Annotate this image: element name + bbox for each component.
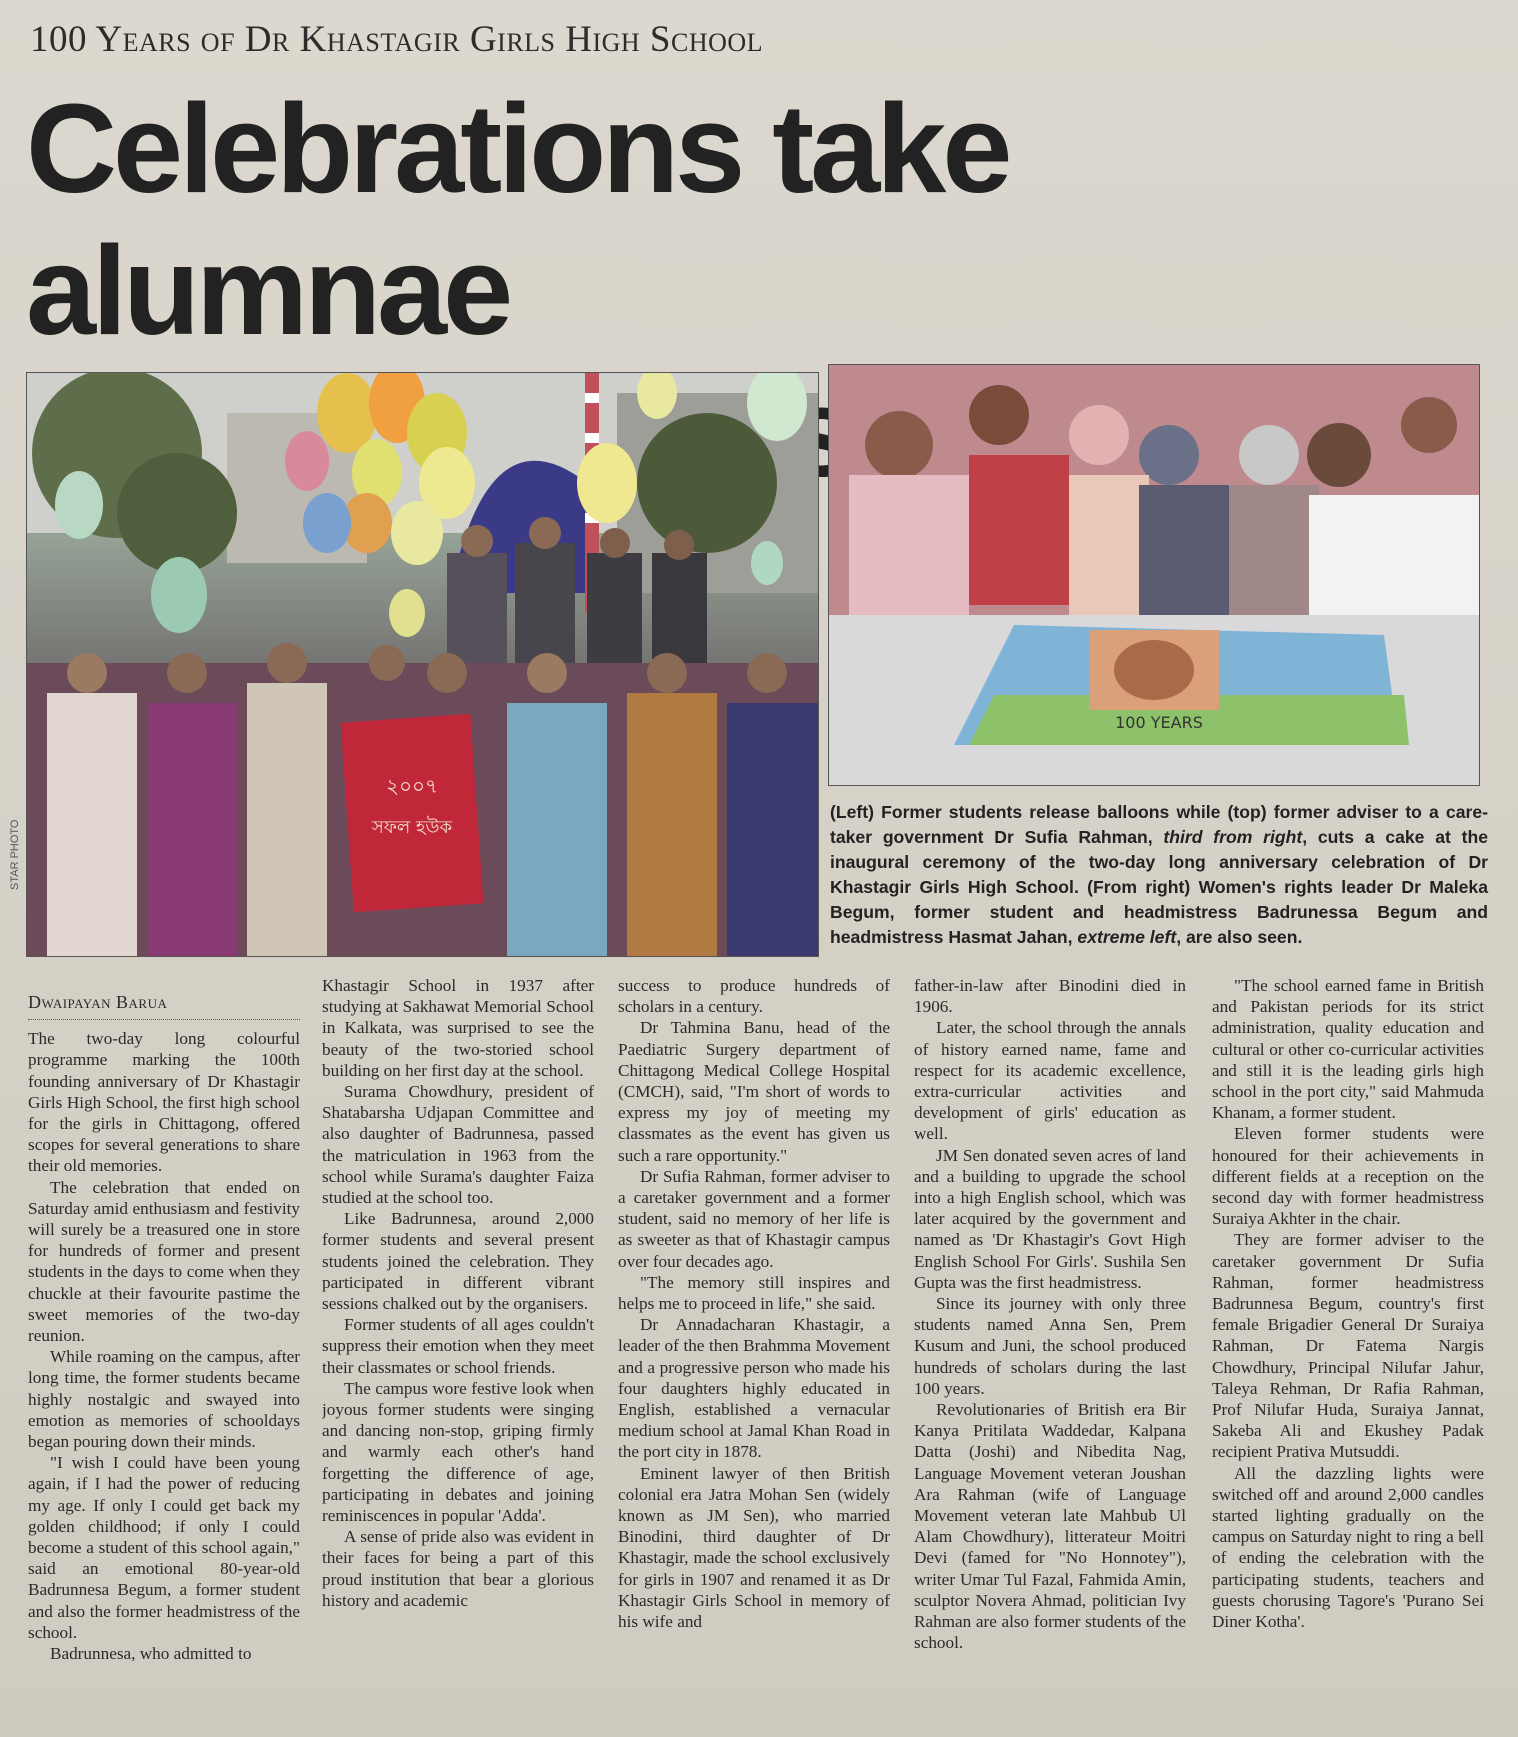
- caption-italic-2: extreme left: [1077, 927, 1177, 947]
- paragraph: Later, the school through the annals of history earned name, fame and respect for its academic excellence, extra-curricular activities and development of girls' education as well.: [914, 1018, 1186, 1144]
- paragraph: Surama Chowdhury, president of Shatabarsha Udjapan Committee and also daughter of Badrunnesa, passed the matriculation in 1963 from the school while Surama's daughter Faiza studied at the school too.: [322, 1082, 594, 1208]
- paragraph: Eminent lawyer of then British colonial era Jatra Mohan Sen (widely known as JM Sen), who married Binodini, third daughter of Dr Khastagir, made the school exclusively for girls in 1907 and renamed it as Dr Khastagir Girls School in memory of his wife and: [618, 1463, 890, 1632]
- caption-part-2: , cuts a cake at the inaugural ceremony of the two-day long anniversary celebration of Dr Khastagir Girls High School. (From right) Women's rights leader Dr Maleka Begum, former student and headmistress Badrunessa Begum and headmistress Hasmat Jahan,: [830, 827, 1489, 947]
- photo-caption: [830, 800, 1488, 950]
- banner-year: ২০০৭: [385, 774, 439, 798]
- byline: Dwaipayan Barua: [28, 975, 300, 1020]
- paragraph: "The memory still inspires and helps me to proceed in life," she said.: [618, 1272, 890, 1314]
- article-column-1: [28, 975, 300, 1725]
- paragraph: success to produce hundreds of scholars in a century.: [618, 976, 890, 1017]
- paragraph: Since its journey with only three students named Anna Sen, Prem Kusum and Juni, the school produced hundreds of scholars during the last 100 years.: [914, 1294, 1186, 1398]
- paragraph: The two-day long colourful programme marking the 100th founding anniversary of Dr Khastagir Girls High School, the first high school for the girls in Chittagong, offered scopes for several generations to share their old memories.: [28, 1029, 300, 1176]
- article-column-4: [914, 975, 1186, 1725]
- article-column-5: [1212, 975, 1484, 1725]
- headline-line-1: Celebrations take alumnae: [26, 78, 1009, 361]
- paragraph: The celebration that ended on Saturday amid enthusiasm and festivity will surely be a treasured one in store for hundreds of former and present students in the days to come when they chuckle at their favourite pastime the sweet memories of the two-day reunion.: [28, 1177, 300, 1346]
- paragraph: While roaming on the campus, after long time, the former students became highly nostalgic and swayed into emotion as memories of schooldays began pouring down their minds.: [28, 1347, 300, 1452]
- paragraph: father-in-law after Binodini died in 1906.: [914, 976, 1186, 1017]
- photo-cake-cutting: [828, 364, 1480, 786]
- paragraph: JM Sen donated seven acres of land and a building to upgrade the school into a high English school, which was later acquired by the government and named as 'Dr Khastagir's Govt High English School For Girls'. Sushila Sen Gupta was the first headmistress.: [914, 1145, 1186, 1292]
- paragraph: Dr Sufia Rahman, former adviser to a caretaker government and a former student, said no memory of her life is as sweeter as that of Khastagir campus over four decades ago.: [618, 1166, 890, 1271]
- paragraph: The campus wore festive look when joyous former students were singing and dancing non-stop, griping firmly and warmly each other's hand forgetting the difference of age, participating in debates and joining reminiscences in popular 'Adda'.: [322, 1378, 594, 1526]
- paragraph: Dr Annadacharan Khastagir, a leader of the then Brahmma Movement and a progressive person who made his four daughters highly educated in English, established a vernacular medium school at Jamal Khan Road in the port city in 1878.: [618, 1315, 890, 1462]
- paragraph: Badrunnesa, who admitted to: [50, 1644, 252, 1664]
- paragraph: "I wish I could have been young again, if I had the power of reducing my age. If only I could get back my golden childhood; if only I could become a student of this school again," said an emotional 80-year-old Badrunnesa Begum, a former student and also the former headmistress of the school.: [28, 1453, 300, 1642]
- paragraph: A sense of pride also was evident in their faces for being a part of this proud institution that bear a glorious history and academic: [322, 1527, 594, 1610]
- paragraph: They are former adviser to the caretaker government Dr Sufia Rahman, former headmistress Badrunnesa Begum, country's first female Brigadier General Dr Suraiya Rahman, Dr Fatema Nargis Chowdhury, Principal Nilufar Jahur, Taleya Rehman, Dr Rafia Rahman, Prof Nilufar Huda, Suraiya Jannat, Sakeba Ali and Ekushey Padak recipient Prativa Mutsuddi.: [1212, 1230, 1484, 1462]
- article-column-3: [618, 975, 890, 1725]
- caption-italic-1: third from right: [1163, 827, 1303, 847]
- banner-text: সফল হউক: [371, 817, 453, 838]
- paragraph: Dr Tahmina Banu, head of the Paediatric Surgery department of Chittagong Medical College Hospital (CMCH), said, "I'm short of words to express my joy of meeting my classmates as the event has given us such a rare opportunity.": [618, 1018, 890, 1165]
- photo-balloon-release: [26, 372, 819, 957]
- paragraph: Former students of all ages couldn't suppress their emotion when they meet their classmates or school friends.: [322, 1315, 594, 1377]
- paragraph: Revolutionaries of British era Bir Kanya Pritilata Waddedar, Kalpana Datta (Joshi) and Nibedita Nag, Language Movement veteran Joushan Ara Rahman (wife of Language Movement veteran late Mahbub Ul Alam Chowdhury), litterateur Moitri Devi (famed for "No Honnotey"), writer Umar Tul Fazal, Fahmida Amin, sculptor Novera Ahmad, politician Ivy Rahman are also former students of the school.: [914, 1400, 1186, 1653]
- paragraph: Like Badrunnesa, around 2,000 former students and several present students joined the celebration. They participated in different vibrant sessions chalked out by the organisers.: [322, 1209, 594, 1314]
- paragraph: Khastagir School in 1937 after studying at Sakhawat Memorial School in Kalkata, was surprised to see the beauty of the two-storied school building on her first day at the school.: [322, 976, 594, 1080]
- paragraph: "The school earned fame in British and Pakistan periods for its strict administration, quality education and cultural or other co-curricular activities and still it is the leading girls high school in the port city," said Mahmuda Khanam, a former student.: [1212, 976, 1484, 1123]
- cake-text: 100 YEARS: [1115, 713, 1203, 732]
- caption-part-1: (Left) Former students release balloons while (top) former adviser to a care-taker government Dr Sufia Rahman,: [830, 802, 1488, 847]
- kicker: 100 Years of Dr Khastagir Girls High School: [30, 19, 764, 60]
- photo-credit: STAR PHOTO: [9, 819, 21, 890]
- paragraph: Eleven former students were honoured for their achievements in different fields at a reception on the second day with former headmistress Suraiya Akhter in the chair.: [1212, 1124, 1484, 1229]
- paragraph: All the dazzling lights were switched off and around 2,000 candles started lighting gradually on the campus on Saturday night to ring a bell of ending the celebration with the participating students, teachers and guests chorusing Tagore's 'Purano Sei Diner Kotha'.: [1212, 1463, 1484, 1632]
- caption-part-3: , are also seen.: [1176, 927, 1303, 947]
- article-column-2: [322, 975, 594, 1725]
